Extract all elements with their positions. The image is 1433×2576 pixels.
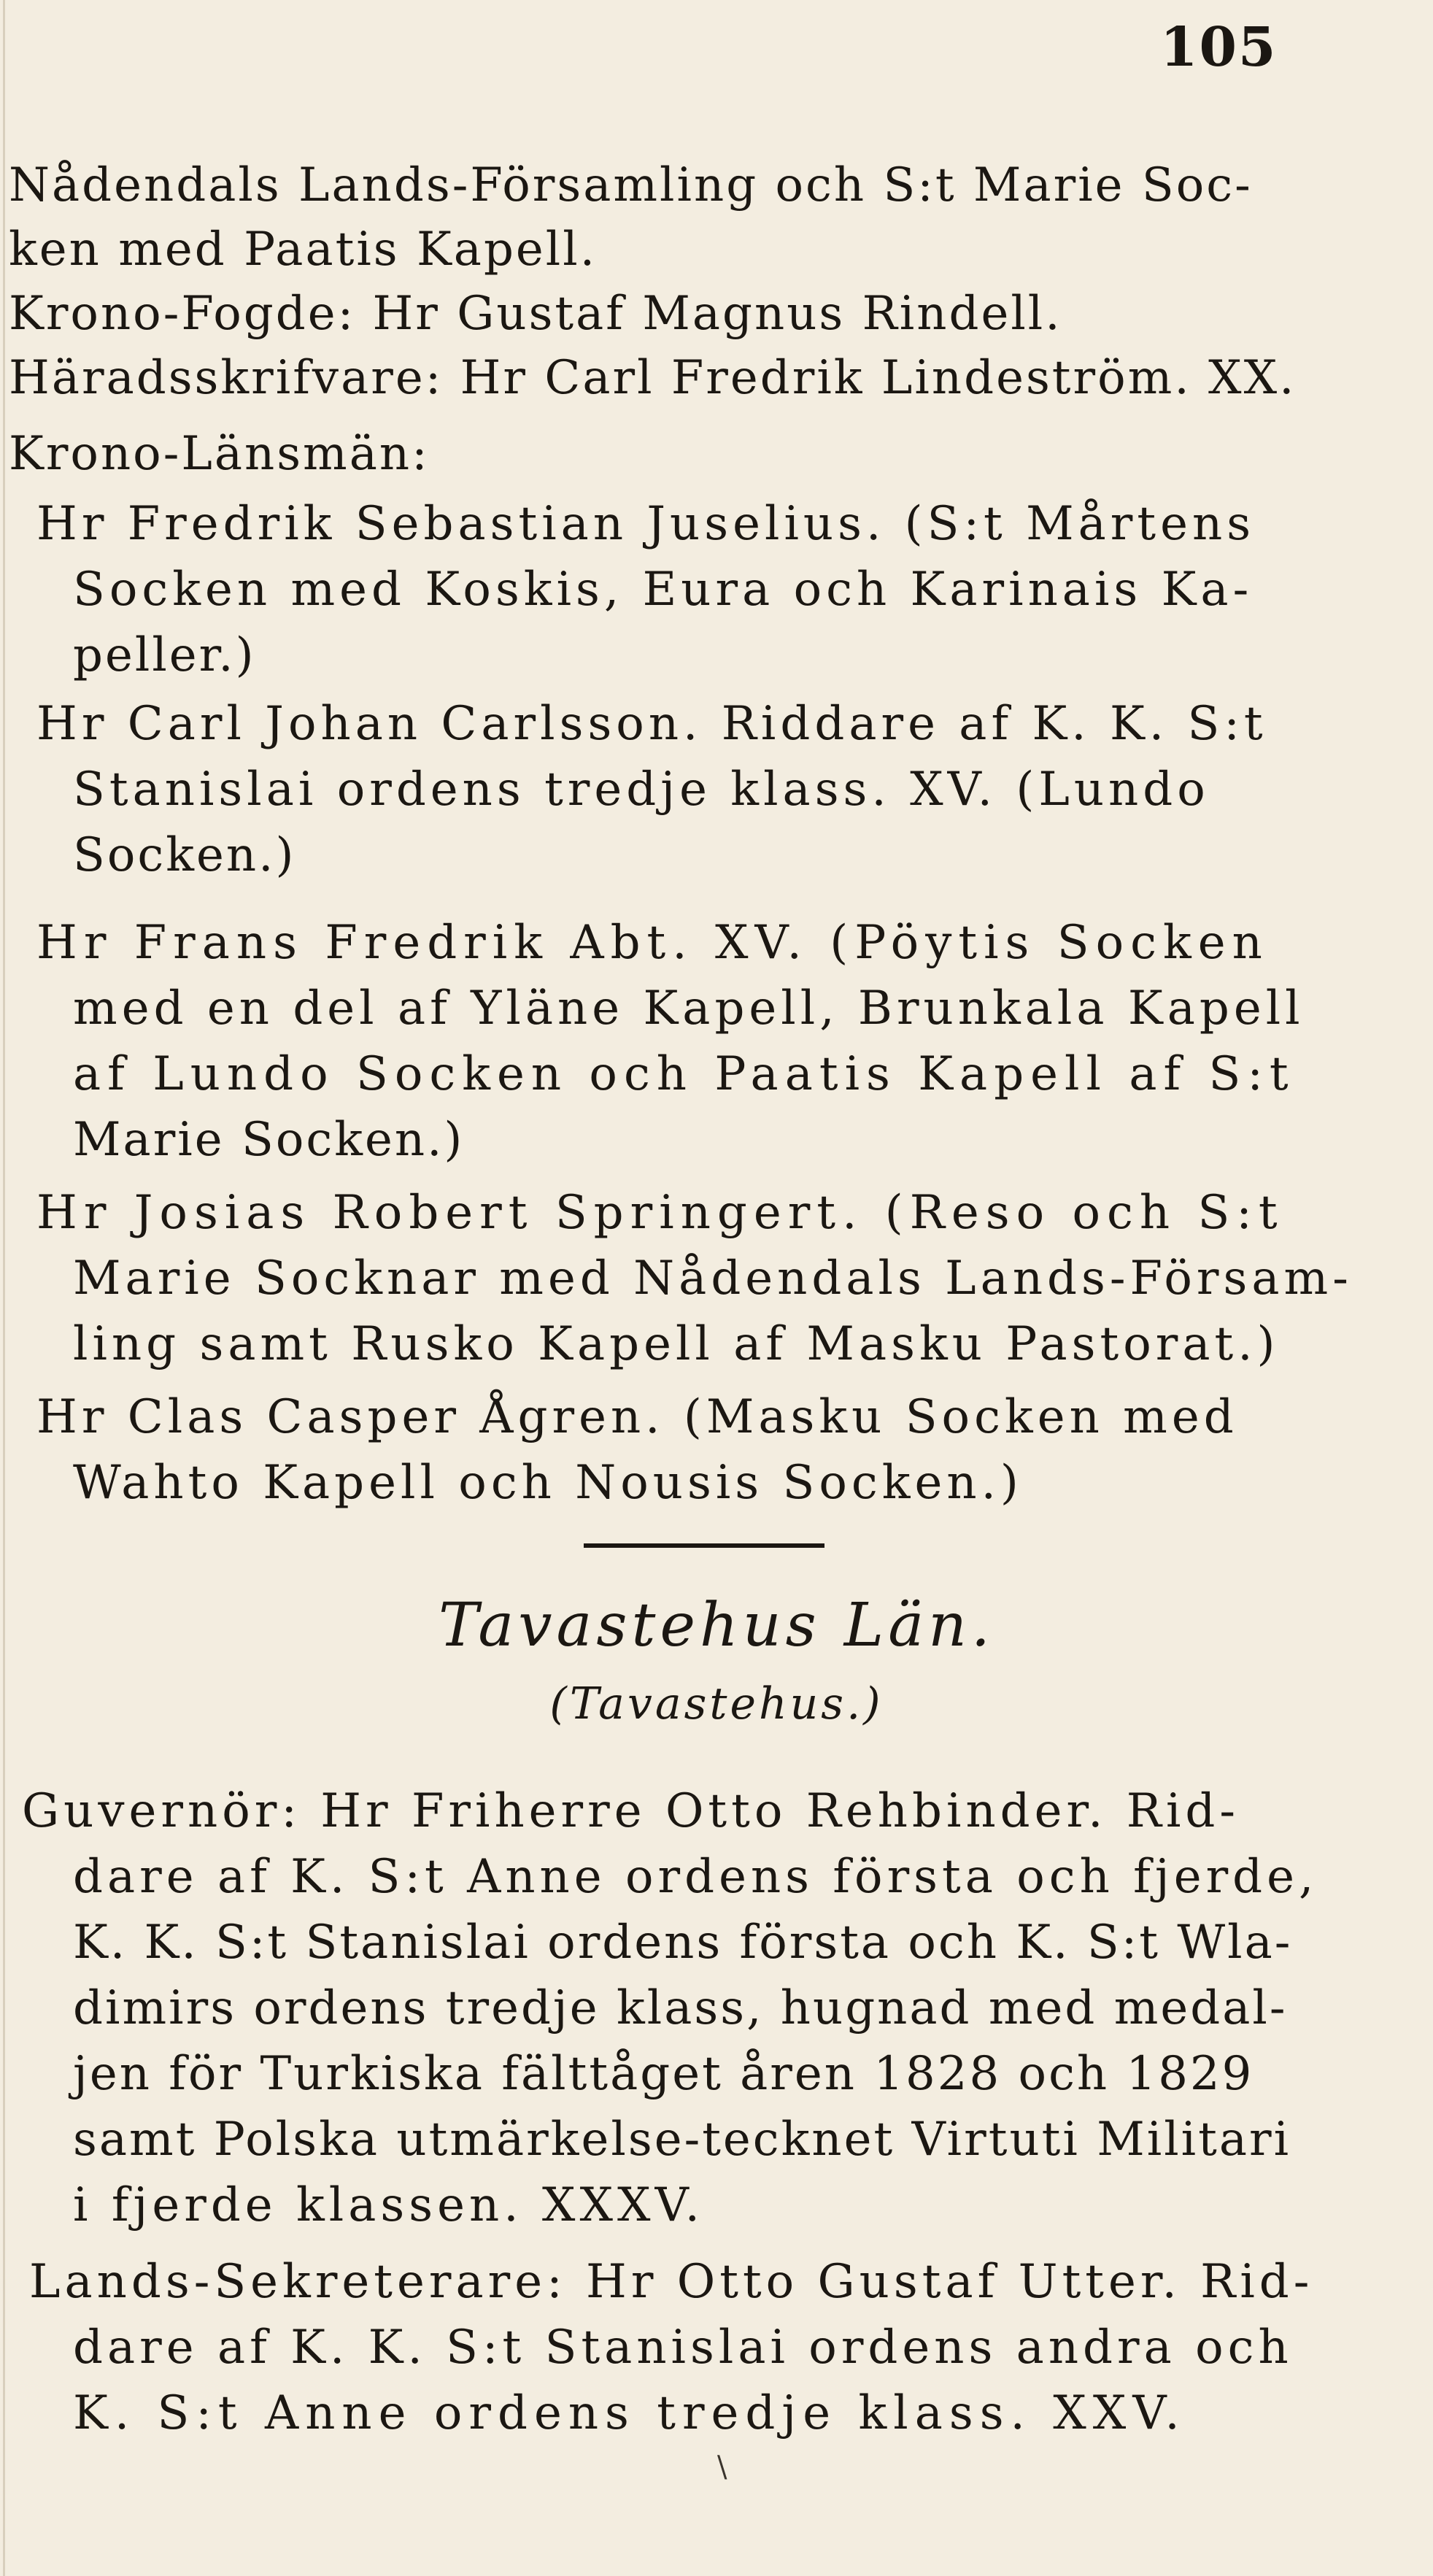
text-line: Hr Frans Fredrik Abt. XV. (Pöytis Socken <box>36 916 1269 970</box>
text-line: dare af K. K. S:t Stanislai ordens andra och <box>73 2321 1293 2375</box>
section-label: Krono-Länsmän: <box>9 427 430 481</box>
text-line: Hr Clas Casper Ågren. (Masku Socken med <box>36 1390 1238 1444</box>
text-line: Guvernör: Hr Friherre Otto Rehbinder. Rid- <box>22 1784 1240 1838</box>
page-edge-shadow <box>3 0 5 2576</box>
text-line: Hr Fredrik Sebastian Juselius. (S:t Mårtens <box>36 497 1256 551</box>
text-line: Nådendals Lands-Församling och S:t Marie Soc- <box>9 158 1253 212</box>
text-line: dare af K. S:t Anne ordens första och fjerde, <box>73 1850 1318 1904</box>
text-line: Hr Carl Johan Carlsson. Riddare af K. K. S:t <box>36 697 1267 751</box>
text-line: K. K. S:t Stanislai ordens första och K. S:t Wla- <box>73 1916 1293 1970</box>
text-line: samt Polska utmärkelse-tecknet Virtuti Militari <box>73 2113 1291 2167</box>
text-line: peller.) <box>73 628 256 682</box>
text-line: ling samt Rusko Kapell af Masku Pastorat.) <box>73 1317 1280 1371</box>
page-number: 105 <box>1160 16 1278 79</box>
section-subheading: (Tavastehus.) <box>549 1678 884 1729</box>
text-line: dimirs ordens tredje klass, hugnad med medal- <box>73 1981 1288 2035</box>
text-line: Socken med Koskis, Eura och Karinais Ka- <box>73 563 1254 617</box>
text-line: jen för Turkiska fälttåget åren 1828 och 1829 <box>73 2047 1254 2101</box>
text-line: Socken.) <box>73 828 296 882</box>
text-line: Wahto Kapell och Nousis Socken.) <box>73 1456 1023 1510</box>
text-line: med en del af Yläne Kapell, Brunkala Kapell <box>73 982 1305 1036</box>
section-divider <box>584 1543 824 1548</box>
text-line: i fjerde klassen. XXXV. <box>73 2178 704 2232</box>
text-line: Hr Josias Robert Springert. (Reso och S:t <box>36 1186 1284 1240</box>
printer-mark: \ <box>717 2450 727 2484</box>
text-line: Häradsskrifvare: Hr Carl Fredrik Lindeström. XX. <box>9 351 1297 405</box>
text-line: Lands-Sekreterare: Hr Otto Gustaf Utter. Rid- <box>29 2255 1314 2309</box>
text-line: Marie Socken.) <box>73 1113 465 1167</box>
text-line: af Lundo Socken och Paatis Kapell af S:t <box>73 1047 1295 1101</box>
text-line: Krono-Fogde: Hr Gustaf Magnus Rindell. <box>9 287 1062 341</box>
text-line: Marie Socknar med Nådendals Lands-Försam- <box>73 1252 1353 1306</box>
text-line: K. S:t Anne ordens tredje klass. XXV. <box>73 2386 1186 2440</box>
text-line: Stanislai ordens tredje klass. XV. (Lundo <box>73 763 1210 817</box>
section-heading: Tavastehus Län. <box>439 1591 994 1660</box>
text-line: ken med Paatis Kapell. <box>9 223 598 277</box>
